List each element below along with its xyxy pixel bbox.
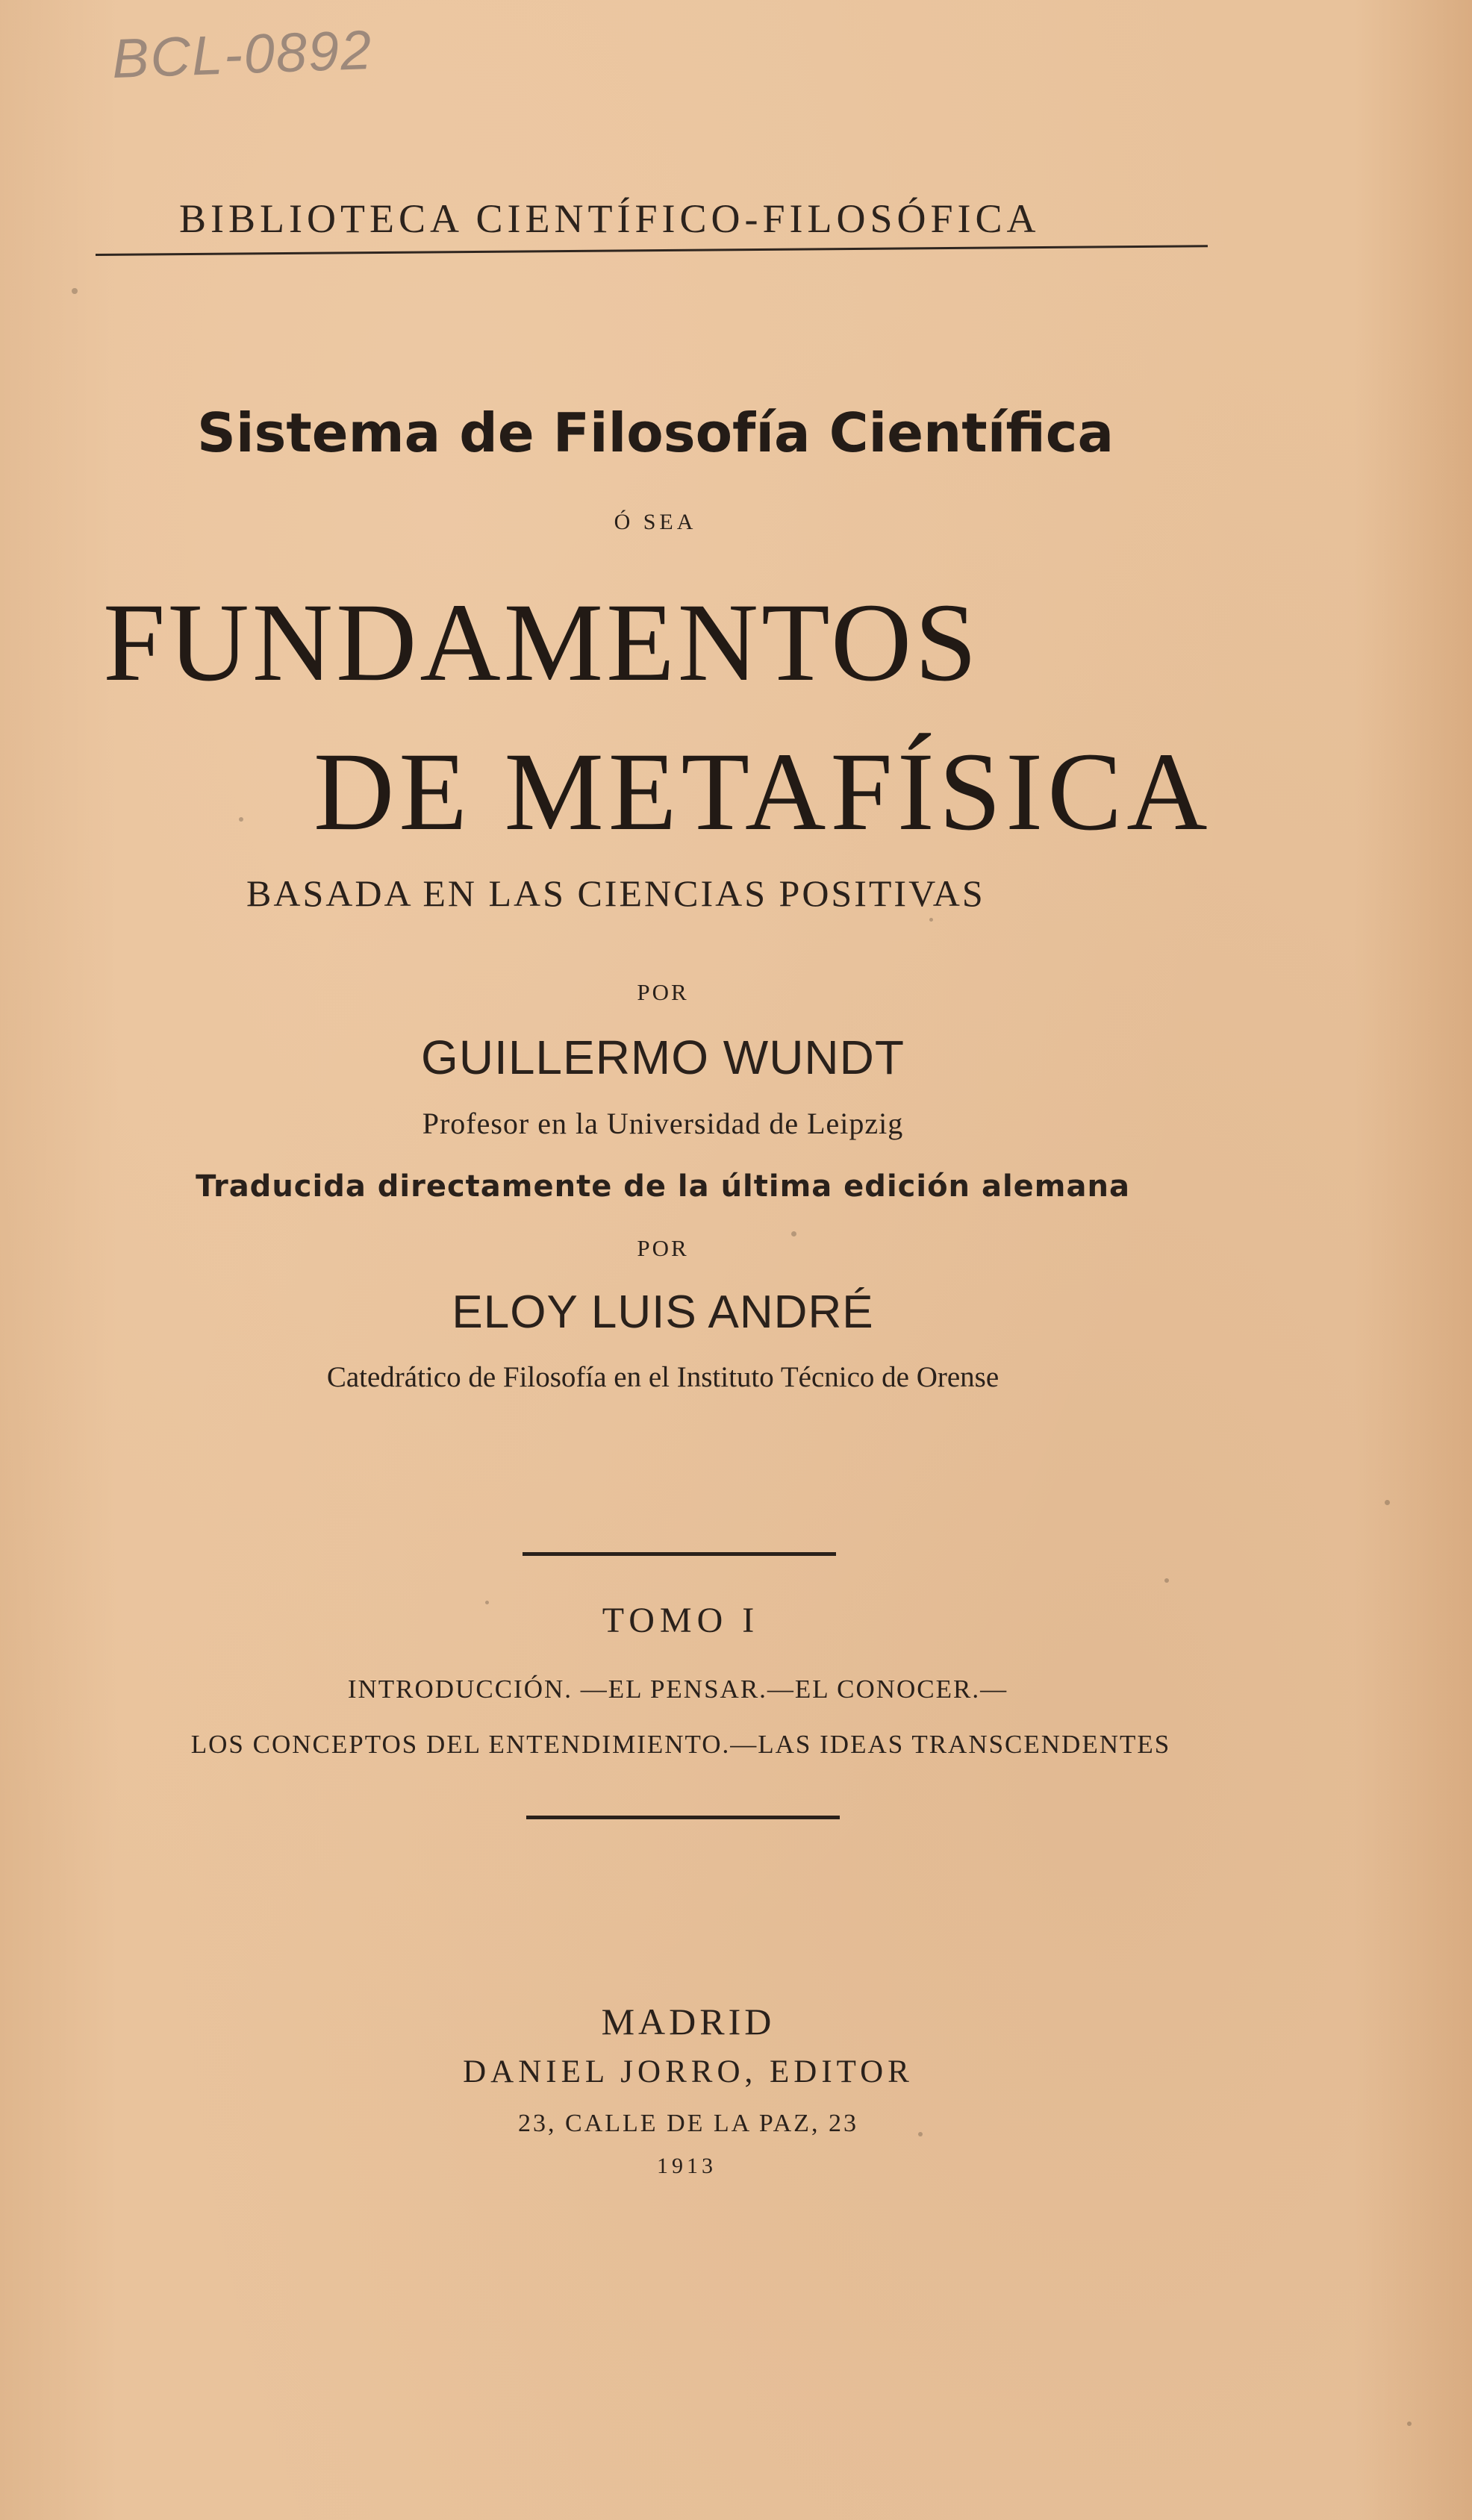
- volume-label: TOMO I: [602, 1601, 760, 1640]
- author-position: Profesor en la Universidad de Leipzig: [422, 1107, 904, 1140]
- main-title-line-2: DE METAFÍSICA: [314, 730, 1212, 854]
- main-title-line-1: FUNDAMENTOS: [103, 581, 980, 704]
- paper-speck: [239, 817, 243, 822]
- paper-speck: [72, 288, 78, 294]
- paper-speck: [1407, 2421, 1412, 2426]
- series-rule: [96, 245, 1208, 256]
- paper-speck: [918, 2132, 923, 2136]
- translator-name: ELOY LUIS ANDRÉ: [452, 1286, 874, 1338]
- por-label-translator: POR: [637, 1235, 689, 1261]
- paper-speck: [929, 918, 933, 922]
- divider-bottom: [526, 1816, 840, 1819]
- contents-line-1: INTRODUCCIÓN. —EL PENSAR.—EL CONOCER.—: [347, 1675, 1008, 1704]
- translator-position: Catedrático de Filosofía en el Instituto Técnico de Orense: [326, 1361, 999, 1393]
- o-sea-connector: Ó SEA: [614, 510, 697, 534]
- subtitle: BASADA EN LAS CIENCIAS POSITIVAS: [246, 872, 985, 914]
- translation-note: Traducida directamente de la última edición alemana: [196, 1169, 1130, 1204]
- imprint-address: 23, CALLE DE LA PAZ, 23: [518, 2110, 858, 2137]
- paper-speck: [1164, 1578, 1169, 1583]
- paper-speck: [485, 1601, 489, 1604]
- divider-top: [523, 1552, 836, 1556]
- system-title: Sistema de Filosofía Científica: [196, 401, 1114, 464]
- series-title: BIBLIOTECA CIENTÍFICO-FILOSÓFICA: [179, 196, 1041, 241]
- imprint-city: MADRID: [601, 2001, 776, 2042]
- paper-speck: [791, 1231, 796, 1236]
- handwritten-shelfmark: BCL-0892: [110, 18, 374, 90]
- paper-speck: [1385, 1500, 1390, 1505]
- por-label-author: POR: [637, 979, 689, 1005]
- contents-line-2: LOS CONCEPTOS DEL ENTENDIMIENTO.—LAS IDEAS TRANSCENDENTES: [190, 1730, 1171, 1759]
- imprint-publisher: DANIEL JORRO, EDITOR: [463, 2054, 914, 2089]
- imprint-year: 1913: [657, 2154, 717, 2178]
- author-name: GUILLERMO WUNDT: [421, 1031, 905, 1084]
